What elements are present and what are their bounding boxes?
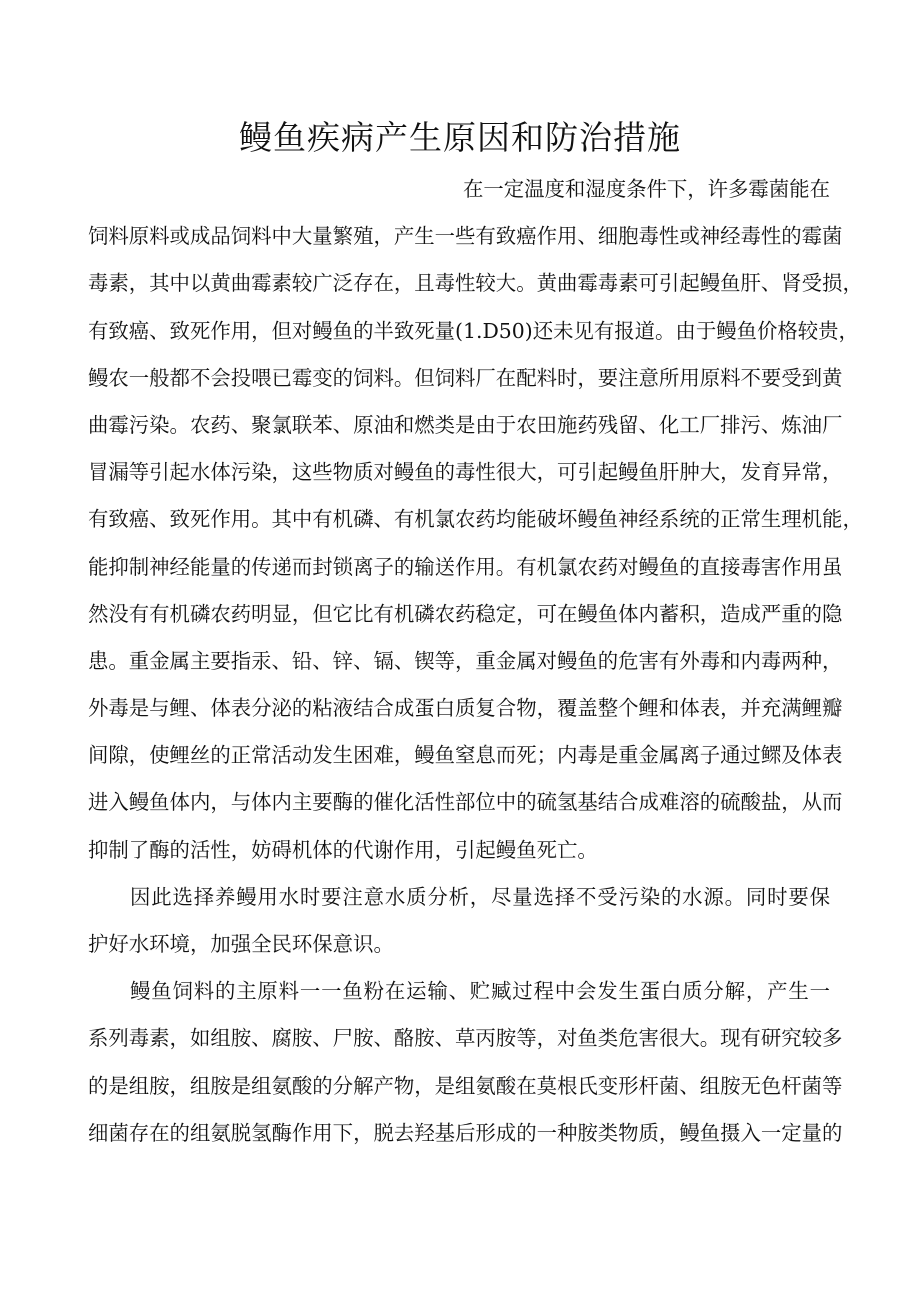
document-body [88,166,863,1157]
text-line: 细菌存在的组氨脱氢酶作用下，脱去羟基后形成的一种胺类物质，鳗鱼摄入一定量的 [88,1120,843,1145]
document-title: 鳗鱼疾病产生原因和防治措施 [239,118,681,157]
text-line: 的是组胺，组胺是组氨酸的分解产物，是组氨酸在莫根氏变形杆菌、组胺无色杆菌等 [88,1073,843,1098]
paragraph-3 [88,968,843,1157]
paragraph-2 [88,874,830,968]
text-line: 因此选择养鳗用水时要注意水质分析，尽量选择不受污染的水源。同时要保 [130,884,830,909]
text-line: 进入鳗鱼体内，与体内主要酶的催化活性部位中的硫氢基结合成难溶的硫酸盐，从而 [88,790,843,815]
text-line: 冒漏等引起水体污染，这些物质对鳗鱼的毒性很大，可引起鳗鱼肝肿大，发育异常， [88,460,843,485]
text-line: 曲霉污染。农药、聚氯联苯、原油和燃类是由于农田施药残留、化工厂排污、炼油厂 [88,412,843,437]
text-line: 毒素，其中以黄曲霉素较广泛存在，且毒性较大。黄曲霉毒素可引起鳗鱼肝、肾受损， [88,271,863,296]
text-line: 鳗鱼饲料的主原料一一鱼粉在运输、贮臧过程中会发生蛋白质分解，产生一 [130,979,830,1004]
text-line: 鳗农一般都不会投喂已霉变的饲料。但饲料厂在配料时，要注意所用原料不要受到黄 [88,365,843,390]
text-line: 护好水环境，加强全民环保意识。 [88,932,394,956]
text-line: 有致癌、致死作用。其中有机磷、有机氯农药均能破坏鳗鱼神经系统的正常生理机能， [88,507,863,532]
text-line: 系列毒素，如组胺、腐胺、尸胺、酪胺、草丙胺等，对鱼类危害很大。现有研究较多 [88,1026,843,1051]
paragraph-1 [88,166,863,874]
text-line: 在一定温度和湿度条件下，许多霉菌能在 [462,177,830,201]
text-line: 间隙，使鲤丝的正常活动发生困难，鳗鱼窒息而死；内毒是重金属离子通过鳏及体表 [88,743,843,768]
text-line: 抑制了酶的活性，妨碍机体的代谢作用，引起鳗鱼死亡。 [88,837,598,862]
text-line: 然没有有机磷农药明显，但它比有机磷农药稳定，可在鳗鱼体内蓄积，造成严重的隐 [88,601,843,626]
text-line: 饲料原料或成品饲料中大量繁殖，产生一些有致癌作用、细胞毒性或神经毒性的霉菌 [88,224,843,249]
text-line: 有致癌、致死作用，但对鳗鱼的半致死量(1.D50)还未见有报道。由于鳗鱼价格较贵， [88,318,859,343]
text-line: 患。重金属主要指汞、铅、锌、镉、锲等，重金属对鳗鱼的危害有外毒和内毒两种， [88,648,843,673]
text-line: 能抑制神经能量的传递而封锁离子的输送作用。有机氯农药对鳗鱼的直接毒害作用虽 [88,554,843,579]
text-line: 外毒是与鲤、体表分泌的粘液结合成蛋白质复合物，覆盖整个鲤和体表，并充满鲤瓣 [88,696,843,721]
